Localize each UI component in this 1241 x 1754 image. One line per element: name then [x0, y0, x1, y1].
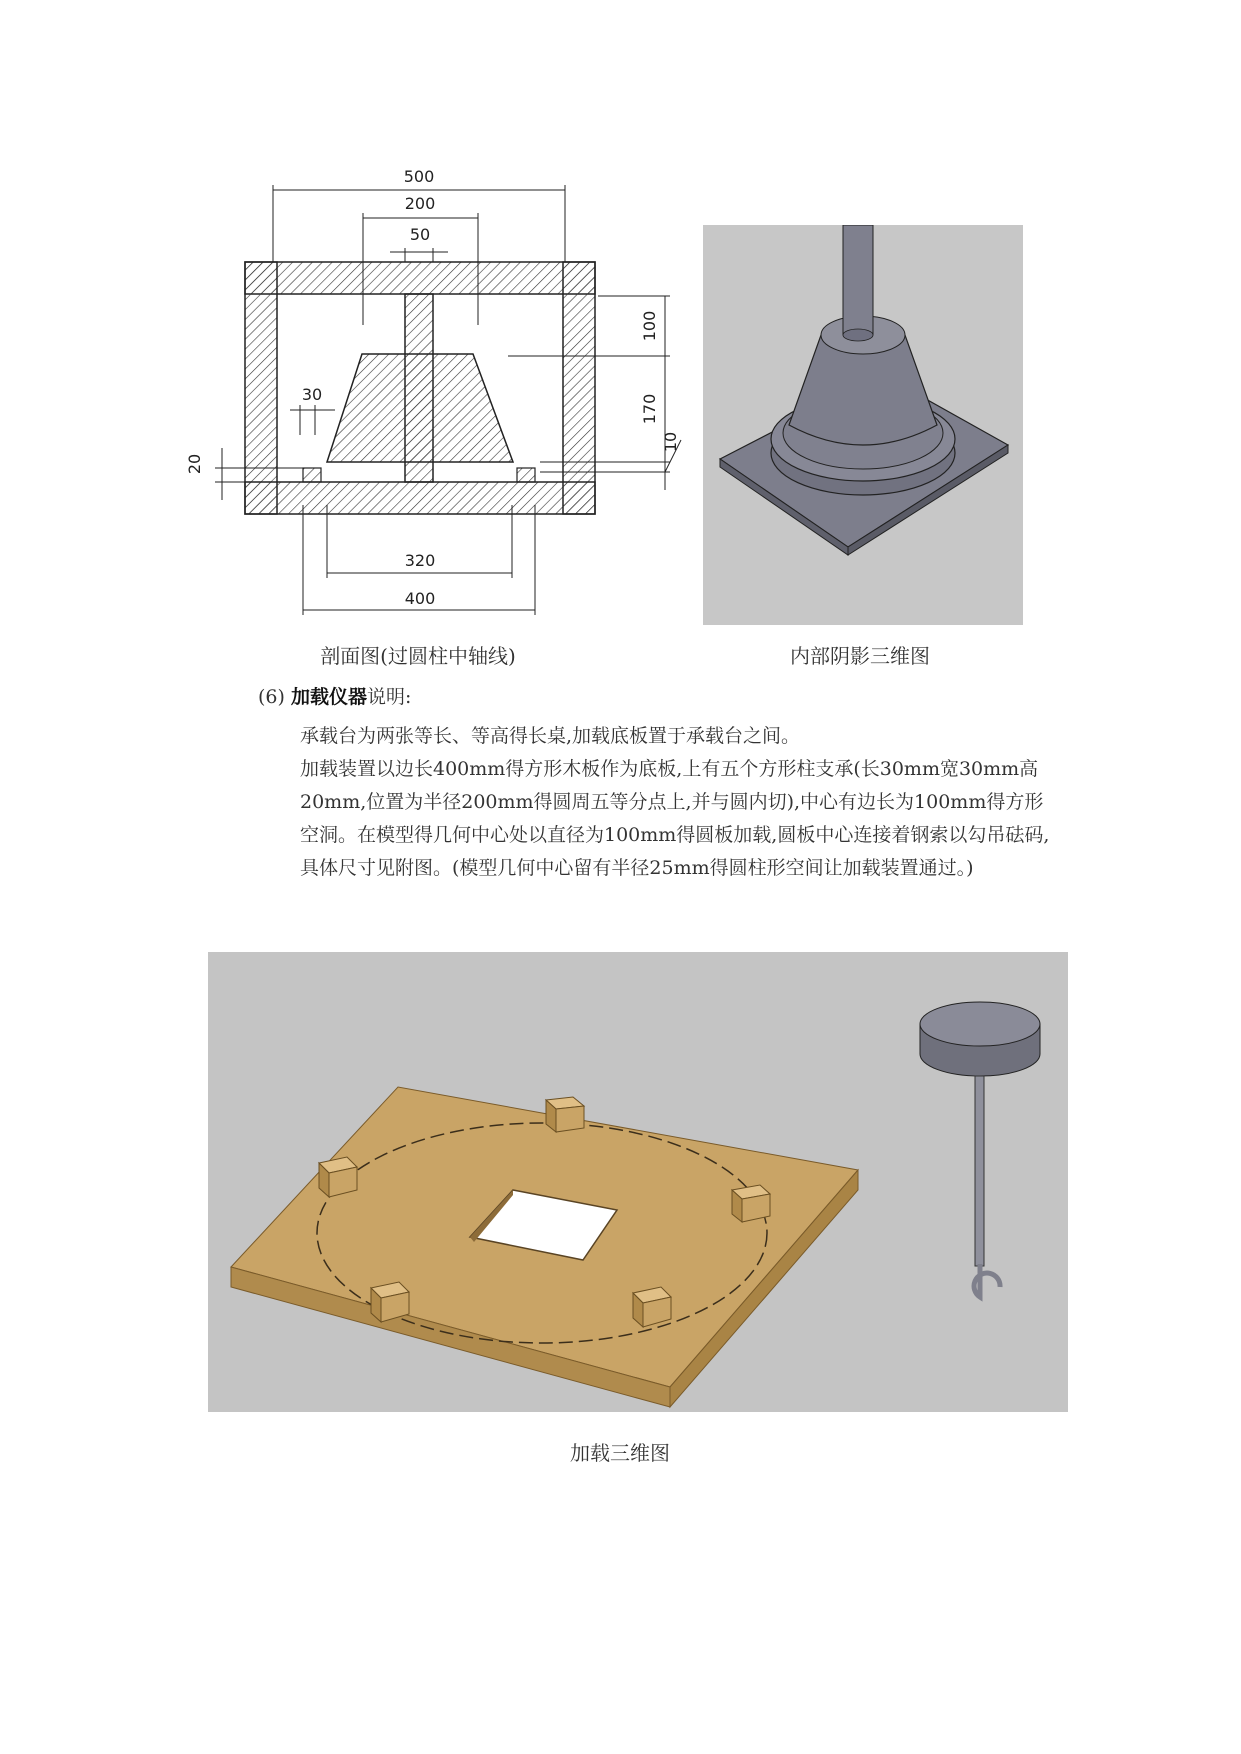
dim-500: 500 — [403, 167, 435, 186]
dim-50: 50 — [409, 225, 431, 244]
dim-170: 170 — [640, 393, 659, 425]
loading-3d-render — [208, 952, 1068, 1412]
dim-200: 200 — [404, 194, 436, 213]
paragraph-2: 加载装置以边长400mm得方形木板作为底板,上有五个方形柱支承(长30mm宽30mm高20mm,位置为半径200mm得圆周五等分点上,并与圆内切),中心有边长为100mm得方形空洞。在模型得几何中心处以直径为100mm得圆板加载,圆板中心连接着钢索以勾吊砝码,具体尺寸见附图。(模型几何中心留有半径25mm得圆柱形空间让加载装置通过。) — [300, 758, 1050, 879]
dim-100: 100 — [640, 310, 659, 342]
loading-3d-caption: 加载三维图 — [570, 1441, 670, 1465]
dim-20: 20 — [185, 453, 204, 475]
support-block-left — [319, 1157, 357, 1197]
section-drawing-caption: 剖面图(过圆柱中轴线) — [320, 644, 516, 668]
dim-320: 320 — [404, 551, 436, 570]
paragraph-1: 承载台为两张等长、等高得长桌,加载底板置于承载台之间。 — [300, 725, 801, 747]
support-block-bottom-right — [633, 1287, 671, 1327]
dim-400: 400 — [404, 589, 436, 608]
hatched-walls — [245, 262, 595, 514]
section-title-rest: 说明: — [366, 686, 412, 708]
dim-10: 10 — [661, 431, 680, 453]
section-number: (6) — [258, 686, 285, 708]
support-block-top — [546, 1097, 584, 1132]
interior-3d-caption: 内部阴影三维图 — [790, 644, 930, 668]
support-block-right — [732, 1185, 770, 1222]
section-heading — [258, 682, 411, 709]
section-title-bold: 加载仪器 — [290, 686, 367, 708]
support-block-bottom-left — [371, 1282, 409, 1322]
interior-3d-render — [703, 225, 1023, 625]
dim-30: 30 — [301, 385, 323, 404]
section-drawing — [180, 160, 700, 620]
